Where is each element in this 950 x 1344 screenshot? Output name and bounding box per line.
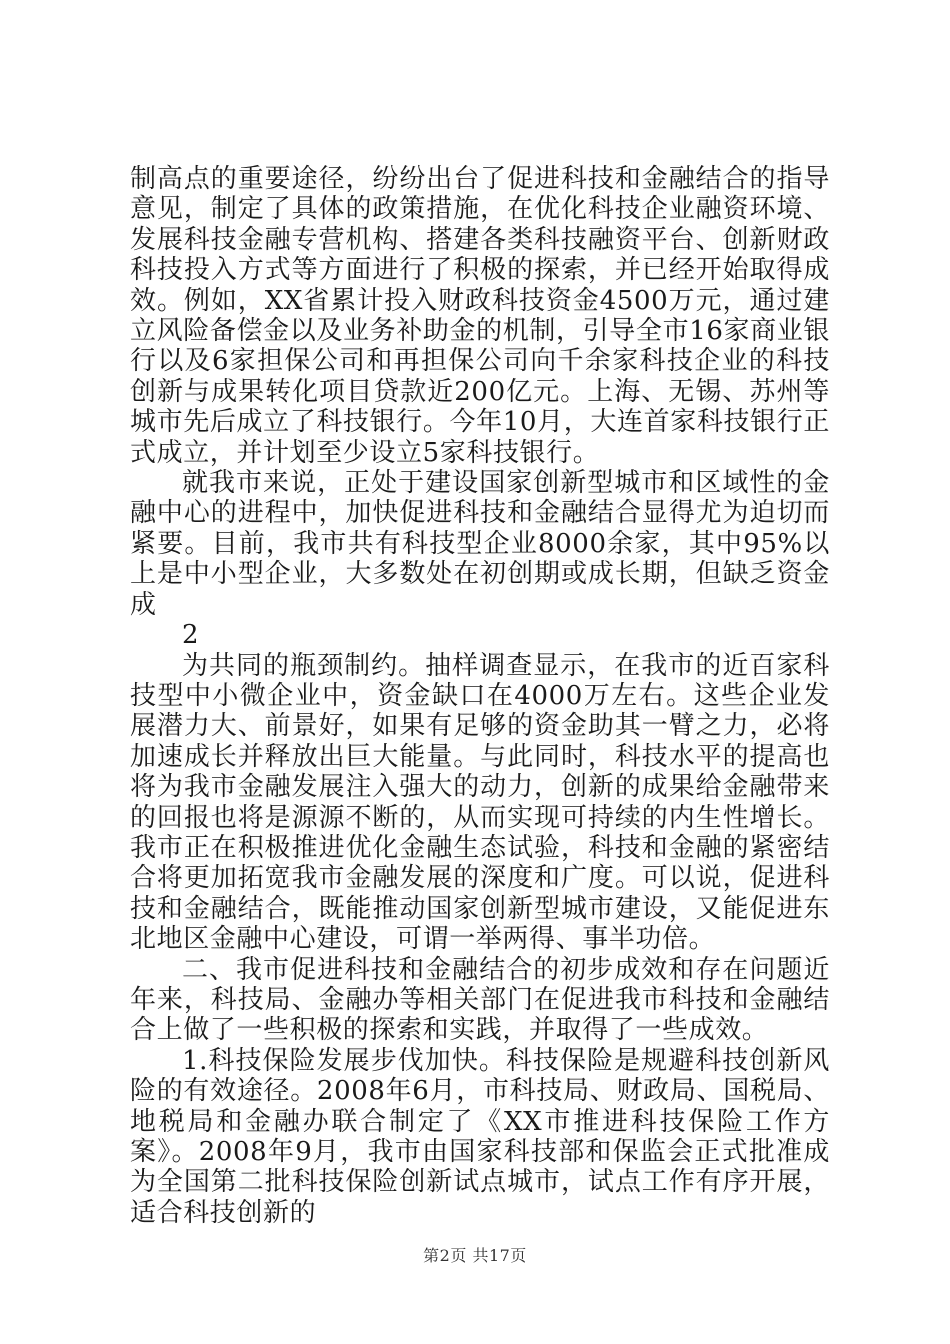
paragraph-2: 就我市来说，正处于建设国家创新型城市和区域性的金融中心的进程中，加快促进科技和金融结合显得尤为迫切而紧要。目前，我市共有科技型企业8000余家，其中95%以上是中小型企业，大多数处在初创期或成长期，但缺乏资金成 (130, 468, 830, 620)
paragraph-3: 为共同的瓶颈制约。抽样调查显示，在我市的近百家科技型中小微企业中，资金缺口在4000万左右。这些企业发展潜力大、前景好，如果有足够的资金助其一臂之力，必将加速成长并释放出巨大能量。与此同时，科技水平的提高也将为我市金融发展注入强大的动力，创新的成果给金融带来的回报也将是源源不断的，从而实现可持续的内生性增长。我市正在积极推进优化金融生态试验，科技和金融的紧密结合将更加拓宽我市金融发展的深度和广度。可以说，促进科技和金融结合，既能推动国家创新型城市建设，又能促进东北地区金融中心建设，可谓一举两得、事半功倍。 (130, 650, 830, 955)
paragraph-5: 1.科技保险发展步伐加快。科技保险是规避科技创新风险的有效途径。2008年6月，市科技局、财政局、国税局、地税局和金融办联合制定了《XX市推进科技保险工作方案》。2008年9月，我市由国家科技部和保监会正式批准成为全国第二批科技保险创新试点城市，试点工作有序开展，适合科技创新的 (130, 1045, 830, 1228)
document-body (130, 164, 830, 1228)
paragraph-4: 二、我市促进科技和金融结合的初步成效和存在问题近年来，科技局、金融办等相关部门在促进我市科技和金融结合上做了一些积极的探索和实践，并取得了一些成效。 (130, 954, 830, 1046)
inline-page-number: 2 (182, 620, 200, 651)
page-footer: 第2页 共17页 (423, 1246, 527, 1265)
paragraph-1: 制高点的重要途径，纷纷出台了促进科技和金融结合的指导意见，制定了具体的政策措施，在优化科技企业融资环境、发展科技金融专营机构、搭建各类科技融资平台、创新财政科技投入方式等方面进行了积极的探索，并已经开始取得成效。例如，XX省累计投入财政科技资金4500万元，通过建立风险备偿金以及业务补助金的机制，引导全市16家商业银行以及6家担保公司和再担保公司向千余家科技企业的科技创新与成果转化项目贷款近200亿元。上海、无锡、苏州等城市先后成立了科技银行。今年10月，大连首家科技银行正式成立，并计划至少设立5家科技银行。 (130, 164, 830, 468)
